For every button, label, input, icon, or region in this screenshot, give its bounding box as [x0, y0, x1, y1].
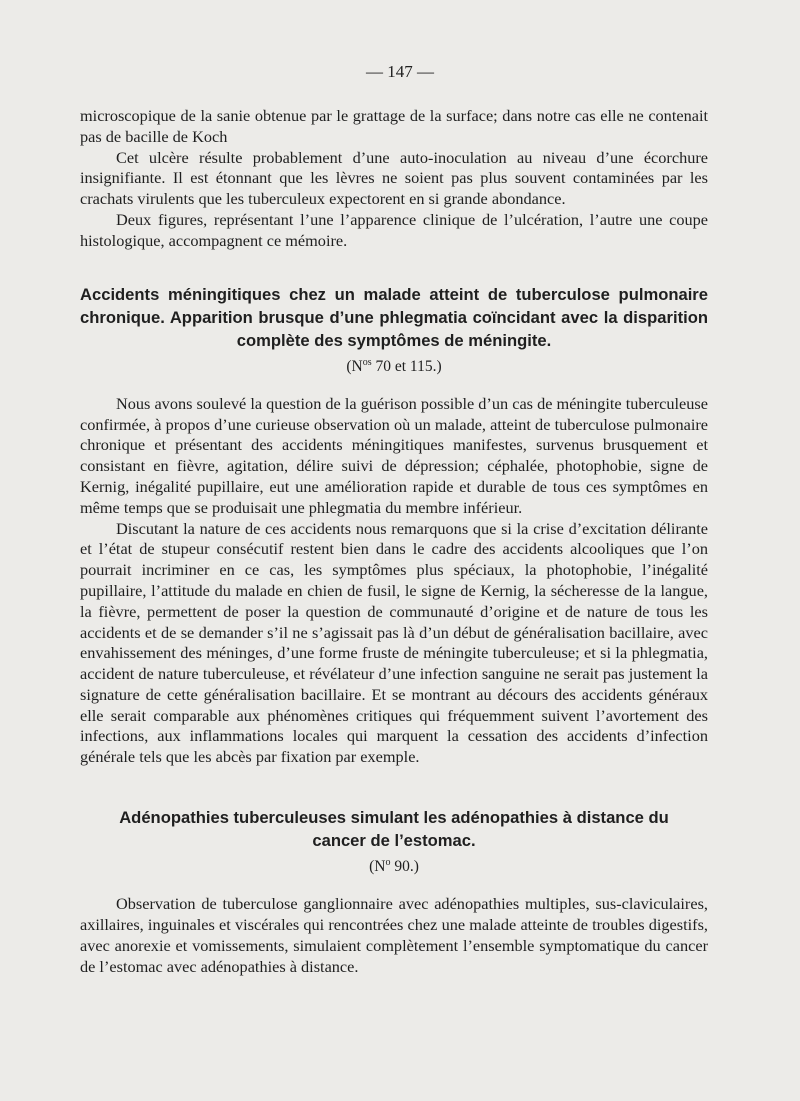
section1-paragraph-2: Discutant la nature de ces accidents nous remarquons que si la crise d’excitation délirante et l’état de stupeur consécutif restent bien dans le cadre des accidents alcooliques que l’on pourrait incriminer en ce cas, les symptômes plus spéciaux, la photophobie, l’inégalité pupillaire, l’attitude du malade en chien de fusil, le signe de Kernig, la sécheresse de la langue, la fièvre, permettent de poser la question de communauté d’origine et de nature de tous les accidents et de se demander s’il ne s’agissait pas là d’un début de généralisation bacillaire, avec envahissement des méninges, d’une forme fruste de méningite tuberculeuse; et si la phlegmatia, accident de nature tuberculeuse, et révélateur d’une infection sanguine ne serait pas justement la signature de cette généralisation bacillaire. Et se montrant au décours des accidents généraux elle serait comparable aux phénomènes critiques qui fréquemment suivent l’avortement des infections, aux inflammations locales qui marquent la cessation des accidents d’infection générale tels que les abcès par fixation par exemple.: [80, 518, 708, 767]
section-title-meningitis: Accidents méningitiques chez un malade atteint de tuberculose pulmonaire chronique. Apparition brusque d’une phlegmatia coïncidant avec la disparition complète des symptômes de méningite.: [80, 284, 708, 350]
page-number: — 147 —: [366, 62, 434, 81]
reference-numbers: 70 et 115.): [371, 357, 442, 375]
reference-superscript: os: [362, 356, 372, 368]
intro-paragraph-1: microscopique de la sanie obtenue par le grattage de la surface; dans notre cas elle ne contenait pas de bacille de Koch: [80, 106, 708, 146]
intro-paragraph-3: Deux figures, représentant l’une l’apparence clinique de l’ulcération, l’autre une coupe histologique, accompagnent ce mémoire.: [80, 209, 708, 250]
reference-prefix: (N: [346, 357, 363, 375]
reference-superscript: o: [385, 857, 391, 869]
section-title-adenopathies: Adénopathies tuberculeuses simulant les adénopathies à distance du cancer de l’estomac.: [119, 808, 669, 851]
intro-paragraph-2: Cet ulcère résulte probablement d’une auto-inoculation au niveau d’une écorchure insignifiante. Il est étonnant que les lèvres ne soient pas plus souvent contaminées par les crachats virulents que les tuberculeux expectorent en si grande abondance.: [80, 147, 708, 209]
section1-paragraph-1: Nous avons soulevé la question de la guérison possible d’un cas de méningite tuberculeuse confirmée, à propos d’une curieuse observation où un malade, atteint de tuberculose pulmonaire chronique et présentant des accidents méningitiques manifestes, survenus brusquement et consistant en fièvre, agitation, délire suivi de dépression; céphalée, photophobie, signe de Kernig, inégalité pupillaire, eut une amélioration rapide et durable de tous ces symptômes en même temps que se produisait une phlegmatia du membre inférieur.: [80, 393, 708, 517]
reference-prefix: (N: [369, 858, 386, 876]
reference-numbers: 90.): [390, 858, 419, 876]
section-reference-meningitis: [80, 353, 708, 377]
section2-paragraph-1: Observation de tuberculose ganglionnaire avec adénopathies multiples, sus-claviculaires, axillaires, inguinales et viscérales qui rencontrées chez une malade atteinte de troubles digestifs, avec anorexie et vomissements, simulaient complètement l’ensemble symptomatique du cancer de l’estomac avec adénopathies à distance.: [80, 894, 708, 976]
section-reference-adenopathies: [80, 853, 708, 877]
